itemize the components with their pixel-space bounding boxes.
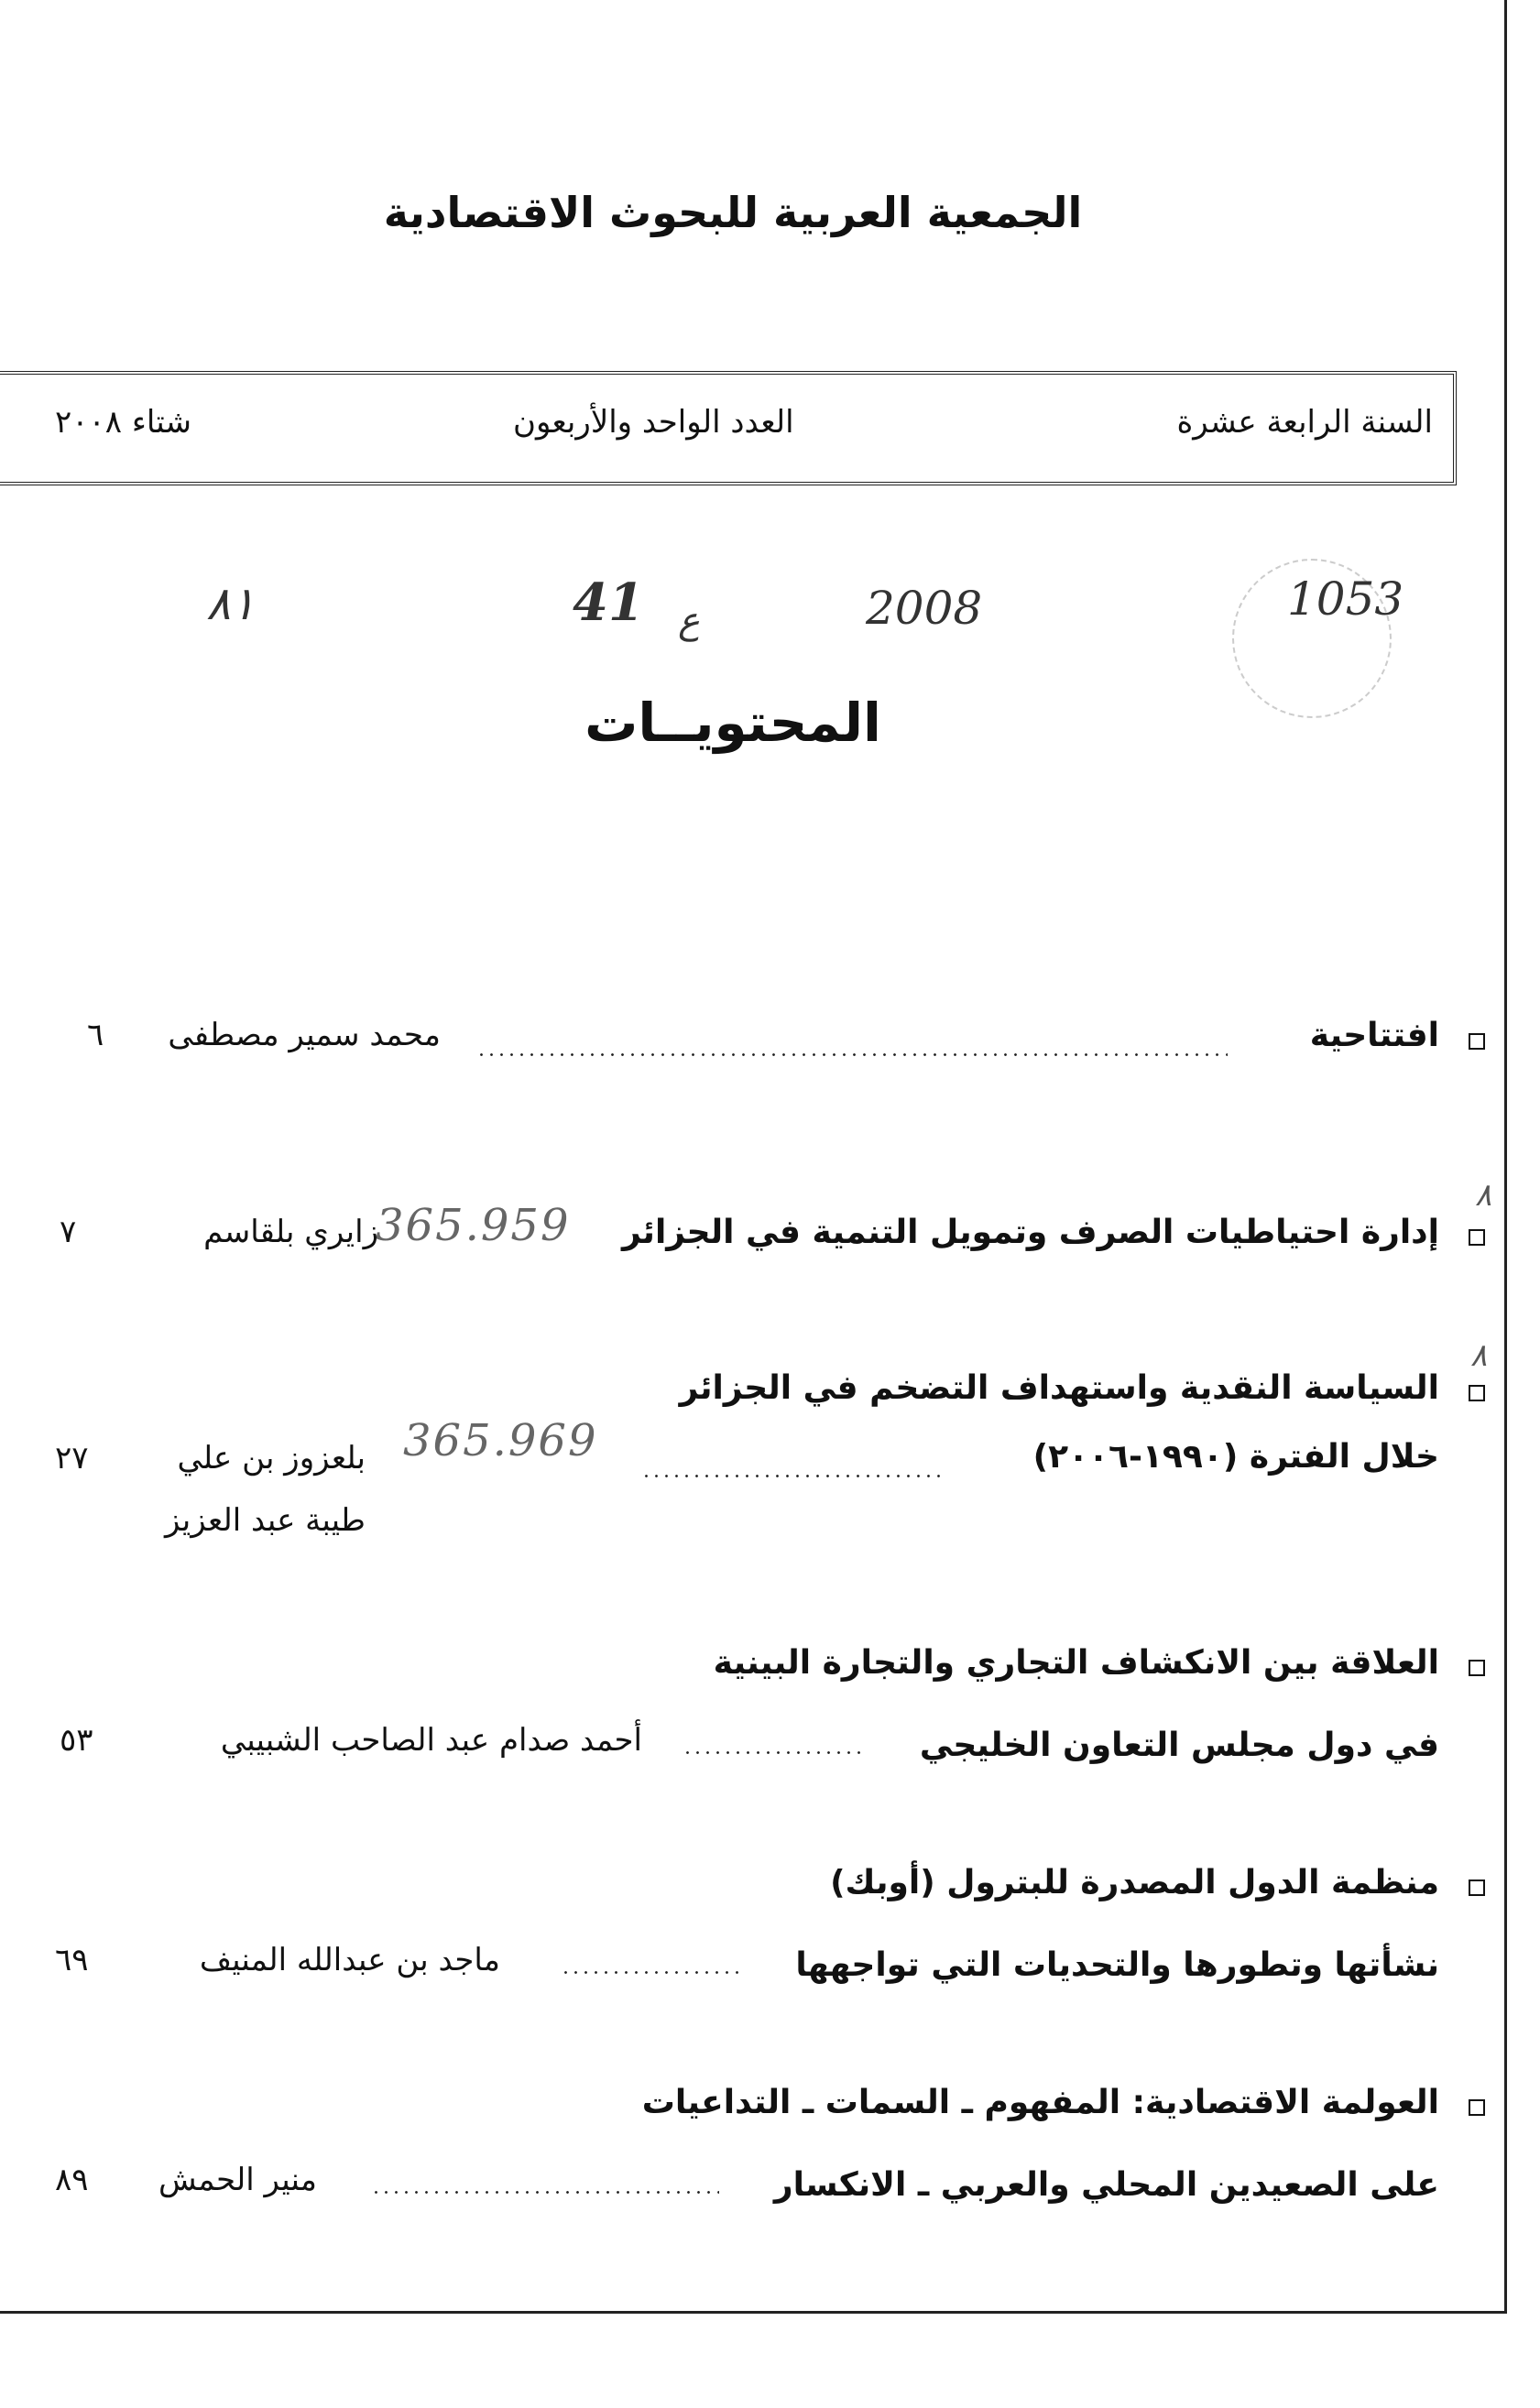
organization-title: الجمعية العربية للبحوث الاقتصادية	[383, 188, 1083, 237]
handwritten-note: ع	[678, 600, 700, 642]
entry-page-number: ٥٣	[60, 1722, 93, 1759]
issue-number: العدد الواحد والأربعون	[513, 404, 794, 441]
entry-author: زايري بلقاسم	[203, 1214, 378, 1250]
entry-page-number: ٨٩	[55, 2162, 89, 2198]
entry-page-number: ٦٩	[55, 1942, 89, 1978]
entry-title-line-2: على الصعيدين المحلي والعربي ـ الانكسار	[773, 2166, 1439, 2204]
checkbox-icon	[1469, 1660, 1485, 1676]
margin-mark: ٨	[1470, 1337, 1488, 1374]
entry-title: العولمة الاقتصادية: المفهوم ـ السمات ـ التداعيات	[641, 2084, 1439, 2121]
entry-title-line-2: خلال الفترة (١٩٩٠-٢٠٠٦)	[1032, 1438, 1439, 1476]
handwritten-note: 2008	[866, 582, 983, 635]
checkbox-icon	[1469, 1385, 1485, 1401]
entry-author: ماجد بن عبدالله المنيف	[199, 1942, 500, 1978]
issue-year: السنة الرابعة عشرة	[1176, 404, 1433, 441]
entry-title: العلاقة بين الانكشاف التجاري والتجارة البينية	[713, 1644, 1439, 1682]
entry-title: منظمة الدول المصدرة للبترول (أوبك)	[830, 1864, 1439, 1901]
checkbox-icon	[1469, 1880, 1485, 1896]
handwritten-note: 41	[573, 572, 644, 633]
handwritten-code: 365.969	[403, 1415, 598, 1466]
entry-author: منير الحمش	[158, 2162, 317, 2198]
entry-author: محمد سمير مصطفى	[168, 1017, 441, 1053]
handwritten-note: 1053	[1287, 572, 1404, 626]
entry-page-number: ٧	[60, 1214, 77, 1250]
entry-title-line-2: في دول مجلس التعاون الخليجي	[919, 1727, 1439, 1764]
entry-page-number: ٦	[87, 1017, 104, 1053]
checkbox-icon	[1469, 1229, 1485, 1246]
handwritten-note: ٨١	[206, 577, 256, 630]
margin-mark: ٨	[1475, 1177, 1492, 1214]
entry-title: إدارة احتياطيات الصرف وتمويل التنمية في الجزائر	[622, 1214, 1439, 1251]
contents-title: المحتويــات	[584, 692, 881, 754]
dot-leader	[641, 1475, 944, 1477]
issue-info-box	[0, 371, 1457, 485]
handwritten-code: 365.959	[376, 1200, 571, 1251]
issue-season: شتاء ٢٠٠٨	[55, 404, 191, 441]
entry-author-secondary: طيبة عبد العزيز	[164, 1502, 366, 1539]
checkbox-icon	[1469, 1033, 1485, 1050]
entry-author: بلعزوز بن علي	[177, 1440, 366, 1476]
dot-leader	[561, 1971, 744, 1974]
entry-author: أحمد صدام عبد الصاحب الشبيبي	[220, 1722, 642, 1759]
checkbox-icon	[1469, 2099, 1485, 2116]
dot-leader	[683, 1751, 866, 1754]
entry-page-number: ٢٧	[55, 1440, 89, 1476]
dot-leader	[476, 1053, 1228, 1056]
dot-leader	[371, 2191, 719, 2194]
entry-title-line-2: نشأتها وتطورها والتحديات التي تواجهها	[795, 1946, 1439, 1984]
entry-title: السياسة النقدية واستهداف التضخم في الجزائر	[679, 1369, 1439, 1407]
entry-title: افتتاحية	[1309, 1017, 1439, 1054]
